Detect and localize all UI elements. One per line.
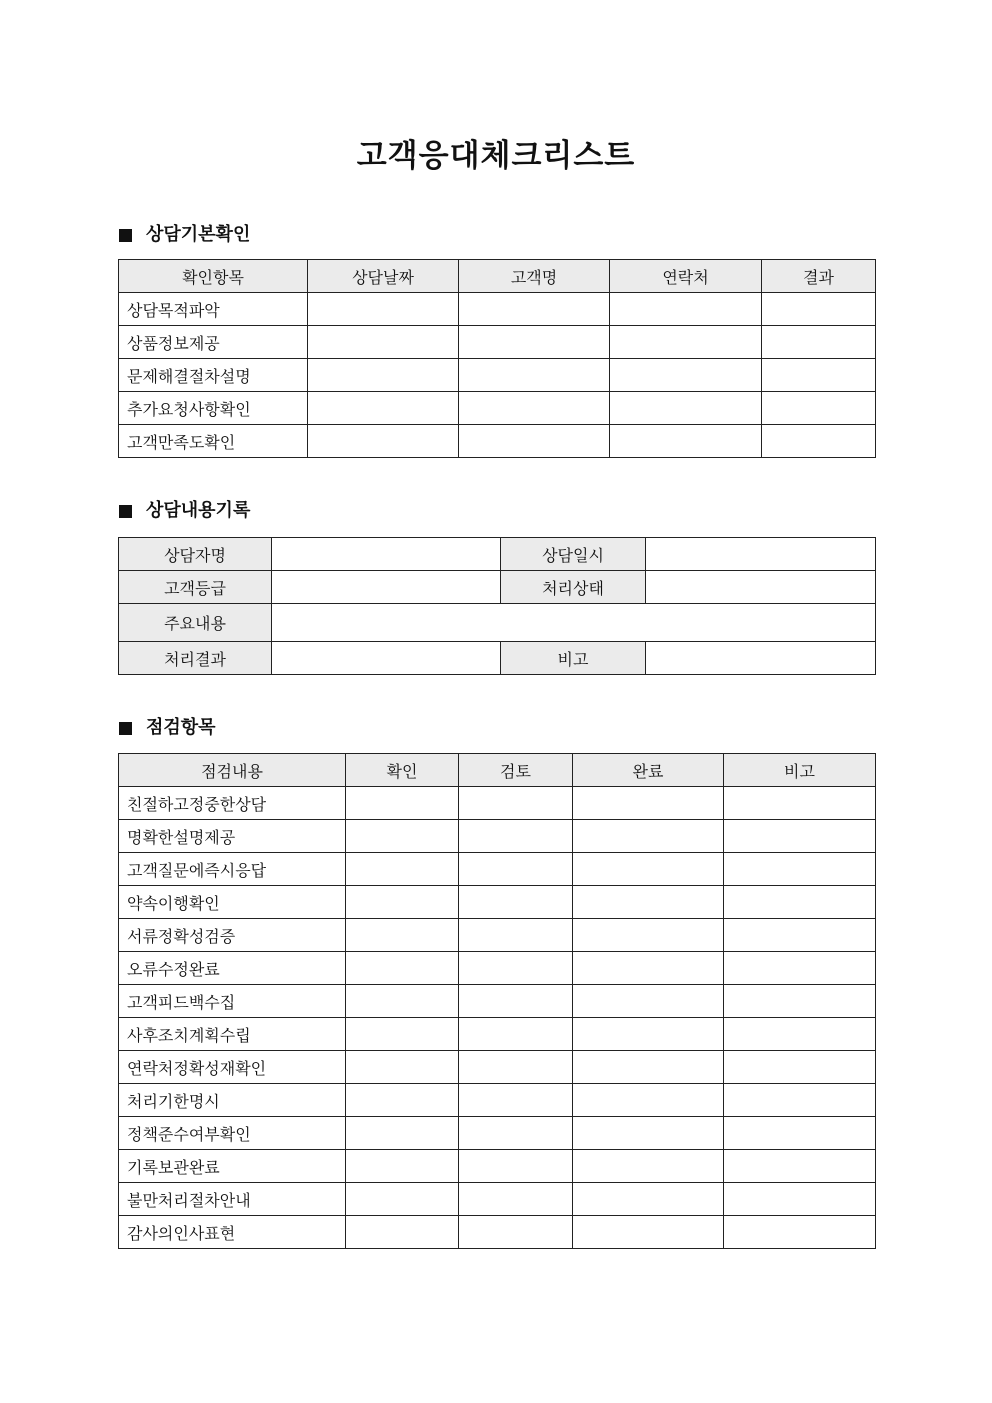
row-label: 상담목적파악 — [119, 293, 308, 326]
row-label: 고객질문에즉시응답 — [119, 853, 346, 886]
input-cell[interactable] — [346, 886, 459, 919]
input-cell[interactable] — [573, 985, 724, 1018]
input-cell[interactable] — [610, 392, 762, 425]
status-field[interactable] — [646, 571, 876, 604]
input-cell[interactable] — [346, 853, 459, 886]
input-cell[interactable] — [762, 425, 876, 458]
table-row — [119, 1051, 876, 1084]
counselor-label: 상담자명 — [119, 538, 272, 571]
input-cell[interactable] — [459, 886, 573, 919]
row-label: 고객만족도확인 — [119, 425, 308, 458]
content-field[interactable] — [272, 604, 876, 642]
input-cell[interactable] — [762, 392, 876, 425]
table-row — [119, 1216, 876, 1249]
section-heading-inspection — [119, 716, 216, 740]
input-cell[interactable] — [308, 392, 459, 425]
row-label: 처리기한명시 — [119, 1084, 346, 1117]
grade-field[interactable] — [272, 571, 501, 604]
remarks-field[interactable] — [646, 642, 876, 675]
row-label: 친절하고정중한상담 — [119, 787, 346, 820]
table-row — [119, 886, 876, 919]
input-cell[interactable] — [308, 293, 459, 326]
input-cell[interactable] — [573, 1150, 724, 1183]
input-cell[interactable] — [459, 1084, 573, 1117]
input-cell[interactable] — [724, 820, 876, 853]
input-cell[interactable] — [346, 1051, 459, 1084]
section-heading-basic — [119, 223, 250, 247]
input-cell[interactable] — [724, 1018, 876, 1051]
input-cell[interactable] — [724, 985, 876, 1018]
input-cell[interactable] — [610, 293, 762, 326]
column-header: 검토 — [459, 754, 573, 787]
column-header: 연락처 — [610, 260, 762, 293]
input-cell[interactable] — [459, 1117, 573, 1150]
input-cell[interactable] — [459, 293, 610, 326]
grade-label: 고객등급 — [119, 571, 272, 604]
input-cell[interactable] — [762, 326, 876, 359]
row-label: 문제해결절차설명 — [119, 359, 308, 392]
input-cell[interactable] — [573, 1117, 724, 1150]
input-cell[interactable] — [346, 1084, 459, 1117]
input-cell[interactable] — [724, 1150, 876, 1183]
input-cell[interactable] — [346, 787, 459, 820]
input-cell[interactable] — [610, 425, 762, 458]
input-cell[interactable] — [573, 1183, 724, 1216]
remarks-label: 비고 — [501, 642, 646, 675]
page-title: 고객응대체크리스트 — [356, 138, 636, 174]
input-cell[interactable] — [573, 1051, 724, 1084]
input-cell[interactable] — [459, 952, 573, 985]
row-label: 연락처정확성재확인 — [119, 1051, 346, 1084]
row-label: 서류정확성검증 — [119, 919, 346, 952]
input-cell[interactable] — [459, 392, 610, 425]
row-label: 명확한설명제공 — [119, 820, 346, 853]
table-row — [119, 642, 876, 675]
input-cell[interactable] — [762, 359, 876, 392]
input-cell[interactable] — [346, 1117, 459, 1150]
result-label: 처리결과 — [119, 642, 272, 675]
table-row — [119, 1150, 876, 1183]
row-label: 사후조치계획수립 — [119, 1018, 346, 1051]
content-label: 주요내용 — [119, 604, 272, 642]
input-cell[interactable] — [724, 919, 876, 952]
row-label: 추가요청사항확인 — [119, 392, 308, 425]
row-label: 상품정보제공 — [119, 326, 308, 359]
input-cell[interactable] — [724, 886, 876, 919]
datetime-field[interactable] — [646, 538, 876, 571]
input-cell[interactable] — [459, 919, 573, 952]
input-cell[interactable] — [459, 1183, 573, 1216]
table-row — [119, 1183, 876, 1216]
table-row — [119, 326, 876, 359]
input-cell[interactable] — [724, 1117, 876, 1150]
basic-check-table — [118, 259, 876, 458]
table-row — [119, 604, 876, 642]
table-header-row — [119, 260, 876, 293]
table-row — [119, 787, 876, 820]
input-cell[interactable] — [610, 359, 762, 392]
input-cell[interactable] — [459, 1216, 573, 1249]
input-cell[interactable] — [308, 425, 459, 458]
input-cell[interactable] — [459, 985, 573, 1018]
input-cell[interactable] — [610, 326, 762, 359]
row-label: 오류수정완료 — [119, 952, 346, 985]
input-cell[interactable] — [346, 952, 459, 985]
input-cell[interactable] — [573, 886, 724, 919]
input-cell[interactable] — [762, 293, 876, 326]
input-cell[interactable] — [346, 1183, 459, 1216]
table-row — [119, 425, 876, 458]
column-header: 비고 — [724, 754, 876, 787]
input-cell[interactable] — [724, 787, 876, 820]
section-heading-label: 점검항목 — [146, 717, 216, 738]
square-bullet-icon — [119, 722, 132, 735]
column-header: 확인항목 — [119, 260, 308, 293]
input-cell[interactable] — [573, 1084, 724, 1117]
result-field[interactable] — [272, 642, 501, 675]
input-cell[interactable] — [346, 985, 459, 1018]
input-cell[interactable] — [573, 1216, 724, 1249]
column-header: 완료 — [573, 754, 724, 787]
input-cell[interactable] — [724, 1216, 876, 1249]
row-label: 정책준수여부확인 — [119, 1117, 346, 1150]
datetime-label: 상담일시 — [501, 538, 646, 571]
input-cell[interactable] — [346, 919, 459, 952]
input-cell[interactable] — [573, 820, 724, 853]
input-cell[interactable] — [346, 1150, 459, 1183]
input-cell[interactable] — [724, 1084, 876, 1117]
table-row — [119, 1117, 876, 1150]
section-heading-label: 상담내용기록 — [146, 500, 251, 521]
table-row — [119, 952, 876, 985]
table-row — [119, 919, 876, 952]
input-cell[interactable] — [573, 853, 724, 886]
table-row — [119, 538, 876, 571]
column-header: 상담날짜 — [308, 260, 459, 293]
record-table — [118, 537, 876, 675]
inspection-table — [118, 753, 876, 1249]
input-cell[interactable] — [346, 1018, 459, 1051]
row-label: 감사의인사표현 — [119, 1216, 346, 1249]
input-cell[interactable] — [724, 952, 876, 985]
section-heading-record — [119, 499, 250, 523]
row-label: 고객피드백수집 — [119, 985, 346, 1018]
table-row — [119, 392, 876, 425]
input-cell[interactable] — [459, 787, 573, 820]
status-label: 처리상태 — [501, 571, 646, 604]
input-cell[interactable] — [724, 1183, 876, 1216]
table-row — [119, 820, 876, 853]
column-header: 점검내용 — [119, 754, 346, 787]
table-row — [119, 985, 876, 1018]
square-bullet-icon — [119, 229, 132, 242]
column-header: 고객명 — [459, 260, 610, 293]
column-header: 확인 — [346, 754, 459, 787]
input-cell[interactable] — [459, 1150, 573, 1183]
input-cell[interactable] — [346, 820, 459, 853]
table-row — [119, 359, 876, 392]
input-cell[interactable] — [459, 853, 573, 886]
square-bullet-icon — [119, 505, 132, 518]
table-row — [119, 853, 876, 886]
table-row — [119, 1018, 876, 1051]
input-cell[interactable] — [459, 326, 610, 359]
row-label: 불만처리절차안내 — [119, 1183, 346, 1216]
table-row — [119, 293, 876, 326]
counselor-field[interactable] — [272, 538, 501, 571]
column-header: 결과 — [762, 260, 876, 293]
input-cell[interactable] — [573, 787, 724, 820]
input-cell[interactable] — [459, 1018, 573, 1051]
input-cell[interactable] — [459, 1051, 573, 1084]
input-cell[interactable] — [308, 326, 459, 359]
input-cell[interactable] — [308, 359, 459, 392]
input-cell[interactable] — [459, 359, 610, 392]
table-header-row — [119, 754, 876, 787]
input-cell[interactable] — [573, 952, 724, 985]
input-cell[interactable] — [459, 820, 573, 853]
input-cell[interactable] — [573, 919, 724, 952]
table-row — [119, 571, 876, 604]
input-cell[interactable] — [573, 1018, 724, 1051]
row-label: 약속이행확인 — [119, 886, 346, 919]
section-heading-label: 상담기본확인 — [146, 224, 251, 245]
input-cell[interactable] — [459, 425, 610, 458]
input-cell[interactable] — [346, 1216, 459, 1249]
row-label: 기록보관완료 — [119, 1150, 346, 1183]
input-cell[interactable] — [724, 853, 876, 886]
input-cell[interactable] — [724, 1051, 876, 1084]
table-row — [119, 1084, 876, 1117]
